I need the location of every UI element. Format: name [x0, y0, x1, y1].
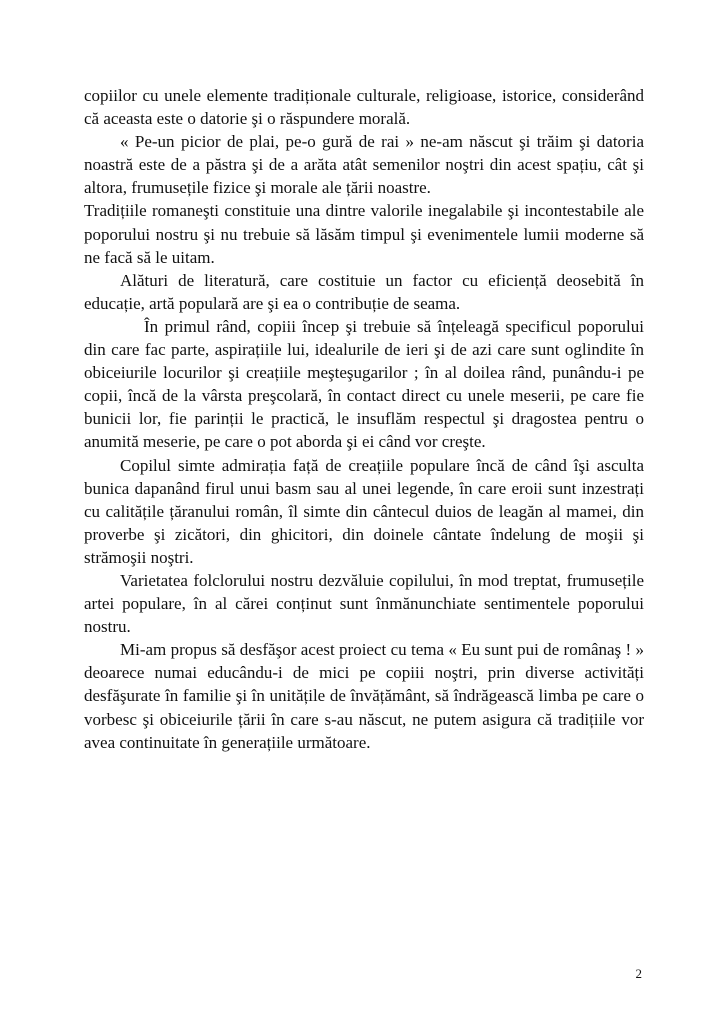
page-number: 2 — [635, 966, 642, 981]
paragraph-6: Copilul simte admirația față de creațiile populare încă de când îşi asculta bunica dapanând firul unui basm sau al unei legende, în care eroii sunt inzestrați cu calitățile țăranului român, îl simte din cântecul duios de leagăn al mamei, din proverbe şi zicători, din ghicitori, din doinele cântate îndelung de moşii şi strămoşii noştri. — [84, 455, 644, 567]
paragraph-5: În primul rând, copiii încep şi trebuie să înțeleagă specificul poporului din care fac parte, aspirațiile lui, idealurile de ieri şi de azi care sunt oglindite în obiceiurile locurilor şi creațiile meşteşugarilor ; în al doilea rând, punându-i pe copii, încă de la vârsta preşcolară, în contact direct cu unele meserii, pe care fie bunicii lor, fie parinții le practică, le insuflăm respectul şi dragostea pentru o anumită meserie, pe care o pot aborda şi ei când vor creşte. — [84, 316, 644, 452]
body-text — [84, 84, 644, 754]
paragraph-7: Varietatea folclorului nostru dezvăluie copilului, în mod treptat, frumusețile artei populare, în al cărei conținut sunt înmănunchiate sentimentele poporului nostru. — [84, 570, 644, 637]
paragraph-3: Tradițiile romaneşti constituie una dintre valorile inegalabile şi incontestabile ale poporului nostru şi nu trebuie să lăsăm timpul şi evenimentele lumii moderne să ne facă să le uitam. — [84, 201, 644, 267]
paragraph-8: Mi-am propus să desfăşor acest proiect cu tema « Eu sunt pui de românaş ! » deoarece numai educându-i de mici pe copiii noştri, prin diverse activități desfăşurate în familie şi în unitățile de învățământ, să îndrăgească limba pe care o vorbesc şi obiceiurile țării în care s-au născut, ne putem asigura că tradițiile vor avea continuitate în generațiile următoare. — [84, 640, 644, 752]
paragraph-2: « Pe-un picior de plai, pe-o gură de rai » ne-am născut şi trăim şi datoria noastră este de a păstra şi de a arăta atât semenilor noştri din acest spațiu, cât şi altora, frumusețile fizice şi morale ale țării noastre. — [84, 132, 644, 198]
paragraph-1: copiilor cu unele elemente tradiționale culturale, religioase, istorice, considerând că aceasta este o datorie şi o răspundere morală. — [84, 86, 644, 129]
paragraph-4: Alături de literatură, care costituie un factor cu eficiență deosebită în educație, artă populară are şi ea o contribuție de seama. — [84, 270, 644, 313]
